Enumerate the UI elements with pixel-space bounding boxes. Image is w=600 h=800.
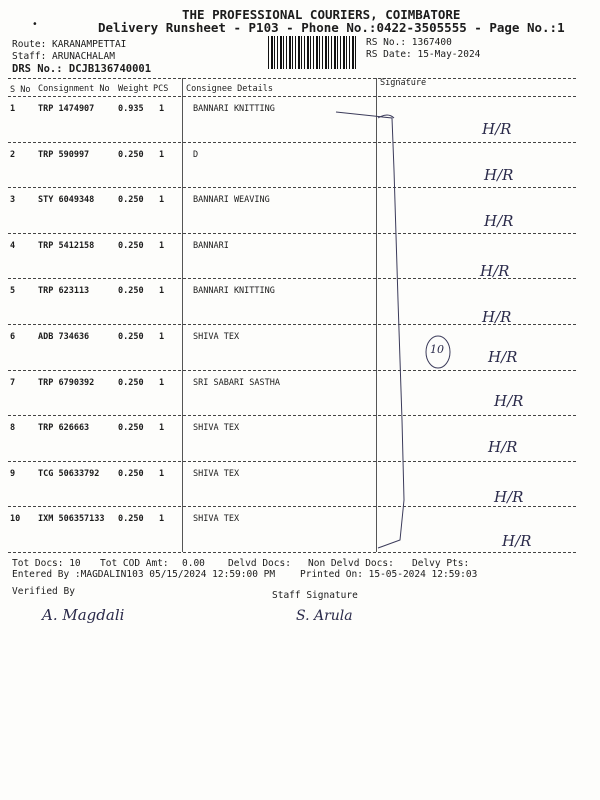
col-header-weight: Weight — [118, 84, 149, 94]
row-sno: 1 — [10, 104, 16, 114]
signature-mark: H/R — [488, 348, 518, 366]
row-consignment: TRP 623113 — [38, 286, 90, 297]
row-consignee: SHIVA TEX — [193, 332, 240, 342]
row-consignment: TRP 1474907 — [38, 104, 95, 114]
row-weight: 0.250 — [118, 286, 144, 297]
row-pcs: 1 — [159, 286, 165, 297]
row-pcs: 1 — [159, 240, 165, 251]
verified-by-label: Verified By — [12, 586, 75, 597]
row-sno: 3 — [10, 195, 16, 206]
company-title: THE PROFESSIONAL COURIERS, COIMBATORE — [182, 7, 461, 22]
row-sno: 4 — [10, 240, 16, 251]
delivered-docs: Delvd Docs: — [228, 558, 291, 569]
row-pcs: 1 — [159, 149, 165, 160]
total-docs: Tot Docs: 10 — [12, 558, 81, 569]
col-header-sno: S No — [10, 85, 31, 95]
row-sno: 9 — [10, 468, 16, 479]
signature-mark: H/R — [488, 438, 518, 456]
row-consignment: TRP 590997 — [38, 149, 90, 160]
signature-mark: H/R — [494, 392, 524, 410]
row-pcs: 1 — [159, 332, 165, 342]
row-pcs: 1 — [159, 423, 165, 434]
runsheet-subtitle: Delivery Runsheet - P103 - Phone No.:0422-3505555 - Page No.:1 — [98, 20, 565, 35]
route-label: Route: KARANAMPETTAI — [12, 39, 127, 50]
row-sno: 5 — [10, 286, 16, 297]
row-pcs: 1 — [159, 195, 165, 206]
rs-number: RS No.: 1367400 — [366, 37, 452, 48]
row-consignment: ADB 734636 — [38, 332, 90, 342]
signature-mark: H/R — [482, 120, 512, 138]
row-consignment: IXM 506357133 — [38, 514, 105, 525]
col-header-signature: Signature — [380, 78, 427, 88]
col-header-consignee: Consignee Details — [186, 84, 273, 94]
signature-mark: H/R — [494, 488, 524, 506]
signature-mark: H/R — [480, 262, 510, 280]
corner-mark: • — [32, 19, 38, 30]
row-consignee: SRI SABARI SASTHA — [193, 377, 280, 388]
entered-by: Entered By :MAGDALIN103 05/15/2024 12:59:00 PM — [12, 569, 276, 580]
row-consignment: STY 6049348 — [38, 195, 95, 206]
row-weight: 0.935 — [118, 104, 144, 114]
total-cod-value: 0.00 — [182, 558, 205, 569]
row-sno: 8 — [10, 423, 16, 434]
non-delivered-docs: Non Delvd Docs: — [308, 558, 394, 569]
signature-mark: H/R — [484, 166, 514, 184]
staff-signature-label: Staff Signature — [272, 590, 358, 601]
row-weight: 0.250 — [118, 423, 144, 434]
rs-date: RS Date: 15-May-2024 — [366, 49, 481, 60]
row-sno: 7 — [10, 377, 16, 388]
row-consignment: TRP 5412158 — [38, 240, 95, 251]
row-consignment: TRP 626663 — [38, 423, 90, 434]
col-header-consignment: Consignment No — [38, 84, 110, 94]
row-pcs: 1 — [159, 514, 165, 525]
row-pcs: 1 — [159, 104, 165, 114]
row-pcs: 1 — [159, 377, 165, 388]
row-consignee: SHIVA TEX — [193, 468, 240, 479]
row-weight: 0.250 — [118, 377, 144, 388]
row-consignee: SHIVA TEX — [193, 514, 240, 525]
row-consignment: TCG 50633792 — [38, 468, 100, 479]
row-weight: 0.250 — [118, 514, 144, 525]
table-bottom-rule — [8, 552, 576, 553]
delivery-points: Delvy Pts: — [412, 558, 470, 569]
row-consignee: BANNARI KNITTING — [193, 104, 275, 114]
delivery-bracket-line — [336, 112, 404, 548]
row-consignee: BANNARI WEAVING — [193, 195, 270, 206]
row-pcs: 1 — [159, 468, 165, 479]
signature-mark: H/R — [482, 308, 512, 326]
row-sno: 10 — [10, 514, 21, 525]
row-consignment: TRP 6790392 — [38, 377, 95, 388]
row-weight: 0.250 — [118, 332, 144, 342]
row-consignee: BANNARI — [193, 240, 229, 251]
signature-mark: H/R — [484, 212, 514, 230]
row-sno: 6 — [10, 332, 16, 342]
row-consignee: D — [193, 149, 199, 160]
row-consignee: BANNARI KNITTING — [193, 286, 275, 297]
verified-signature: A. Magdali — [42, 606, 125, 624]
row-weight: 0.250 — [118, 240, 144, 251]
circled-number: 10 — [430, 343, 444, 356]
row-sno: 2 — [10, 149, 16, 160]
staff-label: Staff: ARUNACHALAM — [12, 51, 115, 62]
row-weight: 0.250 — [118, 468, 144, 479]
signature-mark: H/R — [502, 532, 532, 550]
row-consignee: SHIVA TEX — [193, 423, 240, 434]
col-header-pcs: PCS — [153, 84, 169, 94]
staff-signature: S. Arula — [296, 608, 353, 624]
row-weight: 0.250 — [118, 195, 144, 206]
row-weight: 0.250 — [118, 149, 144, 160]
drs-number: DRS No.: DCJB136740001 — [12, 63, 152, 75]
printed-on: Printed On: 15-05-2024 12:59:03 — [300, 569, 478, 580]
total-cod-label: Tot COD Amt: — [100, 558, 169, 569]
